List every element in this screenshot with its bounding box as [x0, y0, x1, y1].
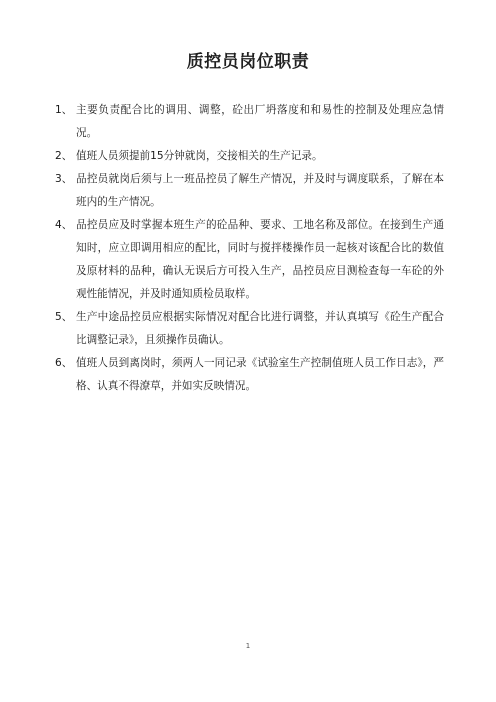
duty-item [55, 99, 444, 145]
duty-number: 4、 [55, 219, 73, 231]
duty-text: 值班人员到离岗时，须两人一同记录《试验室生产控制值班人员工作日志》，严格、认真不得潦草，并如实反映情况。 [76, 357, 444, 392]
duty-number: 3、 [55, 173, 73, 185]
duty-text: 值班人员须提前15分钟就岗，交接相关的生产记录。 [76, 150, 323, 162]
duty-text: 生产中途品控员应根据实际情况对配合比进行调整，并认真填写《砼生产配合比调整记录》，且须操作员确认。 [76, 311, 444, 346]
duty-list [55, 99, 444, 398]
page-number: 1 [245, 642, 251, 650]
duty-item [55, 168, 444, 214]
duty-number: 6、 [55, 357, 73, 369]
duty-number: 1、 [55, 104, 73, 116]
duty-text: 品控员应及时掌握本班生产的砼品种、要求、工地名称及部位。在接到生产通知时，应立即调用相应的配比，同时与搅拌楼操作员一起核对该配合比的数值及原材料的品种，确认无误后方可投入生产，品控员应目测检查每一车砼的外观性能情况，并及时通知质检员取样。 [76, 219, 444, 300]
document-title: 质控员岗位职责 [186, 52, 310, 72]
duty-text: 主要负责配合比的调用、调整，砼出厂坍落度和和易性的控制及处理应急情况。 [76, 104, 444, 139]
duty-item [55, 214, 444, 306]
duty-item [55, 145, 444, 168]
duty-number: 2、 [55, 150, 73, 162]
duty-item [55, 352, 444, 398]
duty-text: 品控员就岗后须与上一班品控员了解生产情况，并及时与调度联系，了解在本班内的生产情况。 [76, 173, 444, 208]
duty-number: 5、 [55, 311, 73, 323]
duty-item [55, 306, 444, 352]
